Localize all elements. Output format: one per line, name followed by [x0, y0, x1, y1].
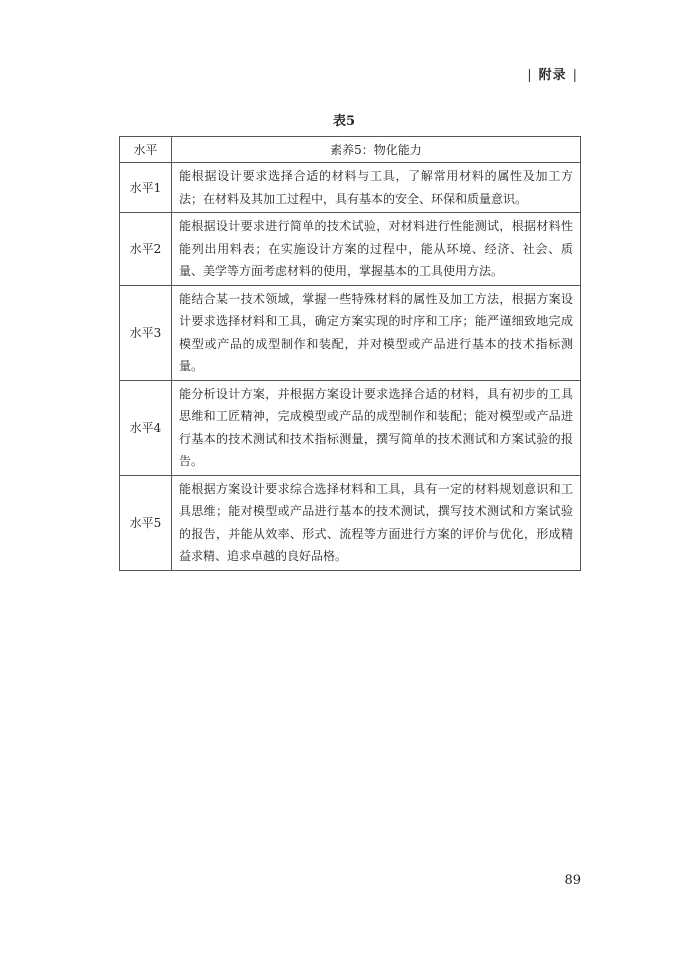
row-description: 能结合某一技术领域，掌握一些特殊材料的属性及加工方法，根据方案设计要求选择材料和工具，确定方案实现的时序和工序；能严谨细致地完成模型或产品的成型制作和装配，并对模型或产品进行基本的技术指标测量。: [172, 285, 581, 380]
row-level: 水平3: [120, 285, 172, 380]
row-level: 水平2: [120, 213, 172, 286]
header-divider-right: |: [572, 68, 578, 83]
row-description: 能根据设计要求进行简单的技术试验，对材料进行性能测试，根据材料性能列出用料表；在实施设计方案的过程中，能从环境、经济、社会、质量、美学等方面考虑材料的使用，掌握基本的工具使用方法。: [172, 213, 581, 286]
table-row: [120, 213, 581, 286]
row-level: 水平5: [120, 475, 172, 570]
running-header: [521, 64, 584, 83]
header-section-title: 附录: [538, 68, 567, 83]
header-level: 水平: [120, 137, 172, 163]
table-row: [120, 285, 581, 380]
header-divider-left: |: [527, 68, 533, 83]
row-level: 水平4: [120, 380, 172, 475]
row-description: 能根据方案设计要求综合选择材料和工具，具有一定的材料规划意识和工具思维；能对模型或产品进行基本的技术测试，撰写技术测试和方案试验的报告，并能从效率、形式、流程等方面进行方案的评价与优化，形成精益求精、追求卓越的良好品格。: [172, 475, 581, 570]
page-number: 89: [564, 873, 581, 888]
table-header-row: [120, 137, 581, 163]
competency-table: [119, 136, 581, 571]
row-level: 水平1: [120, 163, 172, 213]
row-description: 能根据设计要求选择合适的材料与工具，了解常用材料的属性及加工方法；在材料及其加工过程中，具有基本的安全、环保和质量意识。: [172, 163, 581, 213]
header-content: 素养5：物化能力: [172, 137, 581, 163]
table-row: [120, 380, 581, 475]
row-description: 能分析设计方案，并根据方案设计要求选择合适的材料，具有初步的工具思维和工匠精神，完成模型或产品的成型制作和装配；能对模型或产品进行基本的技术测试和技术指标测量，撰写简单的技术测试和方案试验的报告。: [172, 380, 581, 475]
table-row: [120, 475, 581, 570]
table-row: [120, 163, 581, 213]
table-caption: 表5: [332, 114, 356, 129]
